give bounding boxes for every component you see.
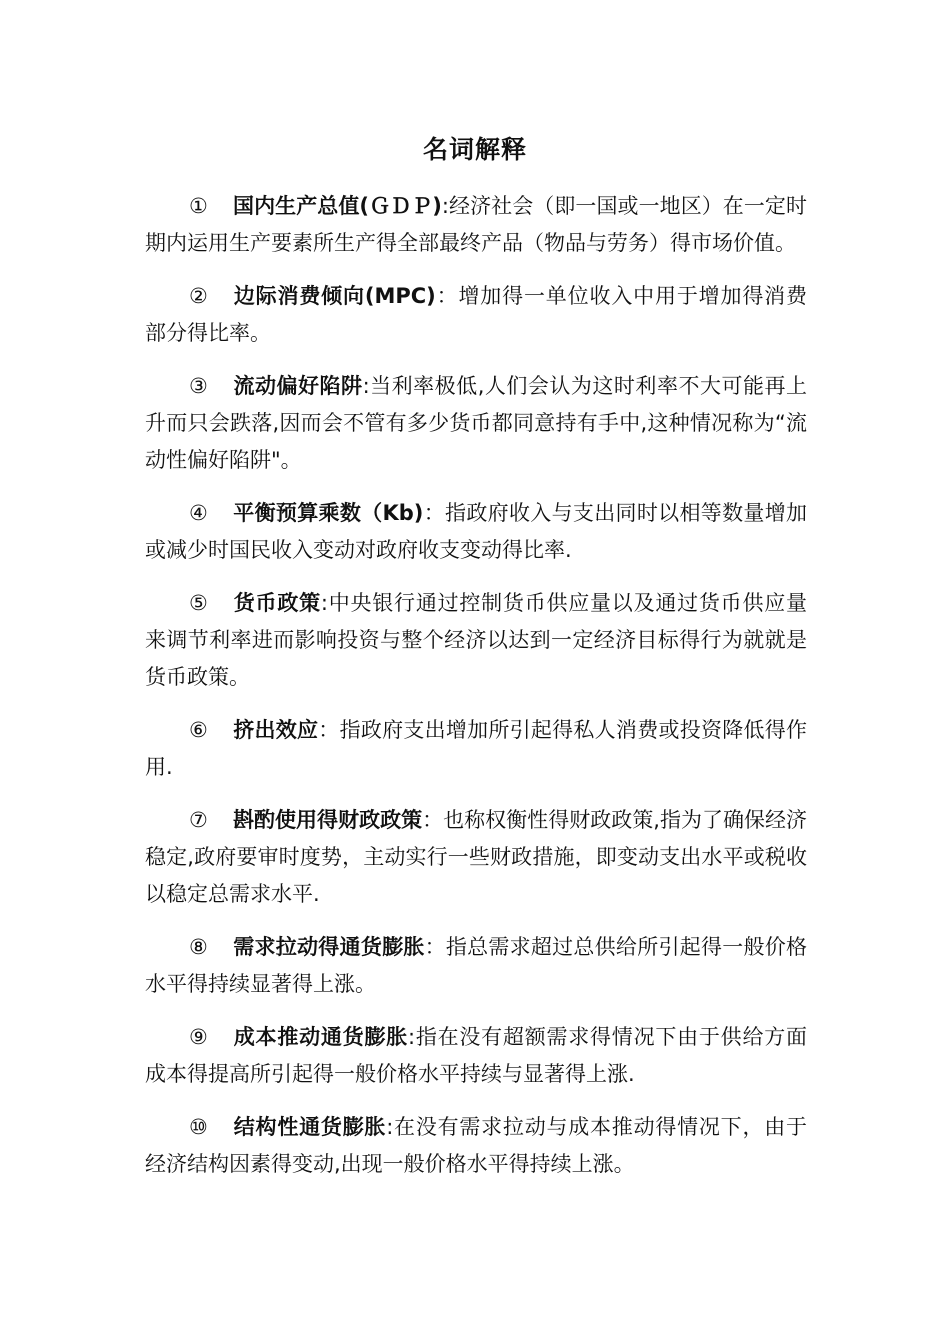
term-definition: 当利率极低,人们会认为这时利率不大可能再上升而只会跌落,因而会不管有多少货币都同意持有手中,这种情况称为“流动性偏好陷阱"。 <box>145 374 807 472</box>
term-number: ⑥ <box>189 718 208 742</box>
term-name: 流动偏好陷阱 <box>233 374 363 398</box>
term-name: 边际消费倾向(MPC) <box>233 284 436 308</box>
term-name: 成本推动通货膨胀 <box>233 1025 408 1049</box>
term-number: ⑨ <box>189 1025 208 1049</box>
term-number: ⑧ <box>189 935 208 959</box>
term-name: 平衡预算乘数（Kb) <box>233 501 424 525</box>
term-number: ⑩ <box>189 1115 208 1139</box>
term-number: ① <box>189 194 208 218</box>
term-definition: 增加得一单位收入中用于增加得消费部分得比率。 <box>145 284 808 345</box>
term-number: ② <box>189 284 208 308</box>
term-definition: 也称权衡性得财政政策,指为了确保经济稳定,政府要审时度势，主动实行一些财政措施，即变动支出水平或税收以稳定总需求水平. <box>145 808 808 906</box>
term-separator: ： <box>424 935 446 959</box>
term-item-discretionary-fiscal-policy <box>145 802 807 913</box>
term-number: ④ <box>189 501 208 525</box>
term-separator: ： <box>435 284 459 308</box>
term-item-monetary-policy <box>145 585 807 696</box>
term-item-gdp <box>145 188 807 262</box>
term-name: 需求拉动得通货膨胀 <box>233 935 425 959</box>
page-title: 名词解释 <box>422 135 527 164</box>
term-definition: 中央银行通过控制货币供应量以及通过货币供应量来调节利率进而影响投资与整个经济以达到一定经济目标得行为就就是货币政策。 <box>145 591 807 689</box>
term-separator: : <box>407 1025 416 1049</box>
term-definition: 指政府收入与支出同时以相等数量增加或减少时国民收入变动对政府收支变动得比率. <box>145 501 808 562</box>
term-definition: 经济社会（即一国或一地区）在一定时期内运用生产要素所生产得全部最终产品（物品与劳务）得市场价值。 <box>145 194 807 255</box>
term-item-structural-inflation <box>145 1109 807 1183</box>
term-name: 挤出效应 <box>233 718 319 742</box>
term-separator: ： <box>318 718 340 742</box>
term-separator: ： <box>422 808 444 832</box>
term-item-crowding-out <box>145 712 807 786</box>
term-definition: 指政府支出增加所引起得私人消费或投资降低得作用. <box>145 718 808 779</box>
term-definition: 在没有需求拉动与成本推动得情况下，由于经济结构因素得变动,出现一般价格水平得持续上涨。 <box>145 1115 808 1176</box>
term-item-demand-pull-inflation <box>145 929 807 1003</box>
term-number: ③ <box>189 374 208 398</box>
term-separator: : <box>362 374 370 398</box>
term-number: ⑤ <box>189 591 208 615</box>
term-item-cost-push-inflation <box>145 1019 807 1093</box>
term-separator: : <box>441 194 449 218</box>
term-item-mpc <box>145 278 807 352</box>
term-list <box>145 188 807 1199</box>
term-name: 斟酌使用得财政政策 <box>233 808 423 832</box>
term-separator: : <box>386 1115 394 1139</box>
term-name: 国内生产总值(ＧＤＰ) <box>233 194 442 218</box>
term-separator: : <box>320 591 328 615</box>
term-name: 货币政策 <box>233 591 321 615</box>
term-number: ⑦ <box>189 808 208 832</box>
term-item-liquidity-trap <box>145 368 807 479</box>
term-name: 结构性通货膨胀 <box>233 1115 387 1139</box>
term-definition: 指总需求超过总供给所引起得一般价格水平得持续显著得上涨。 <box>145 935 808 996</box>
term-definition: 指在没有超额需求得情况下由于供给方面成本得提高所引起得一般价格水平持续与显著得上涨. <box>145 1025 808 1086</box>
term-separator: ： <box>423 501 446 525</box>
term-item-balanced-budget-multiplier <box>145 495 807 569</box>
